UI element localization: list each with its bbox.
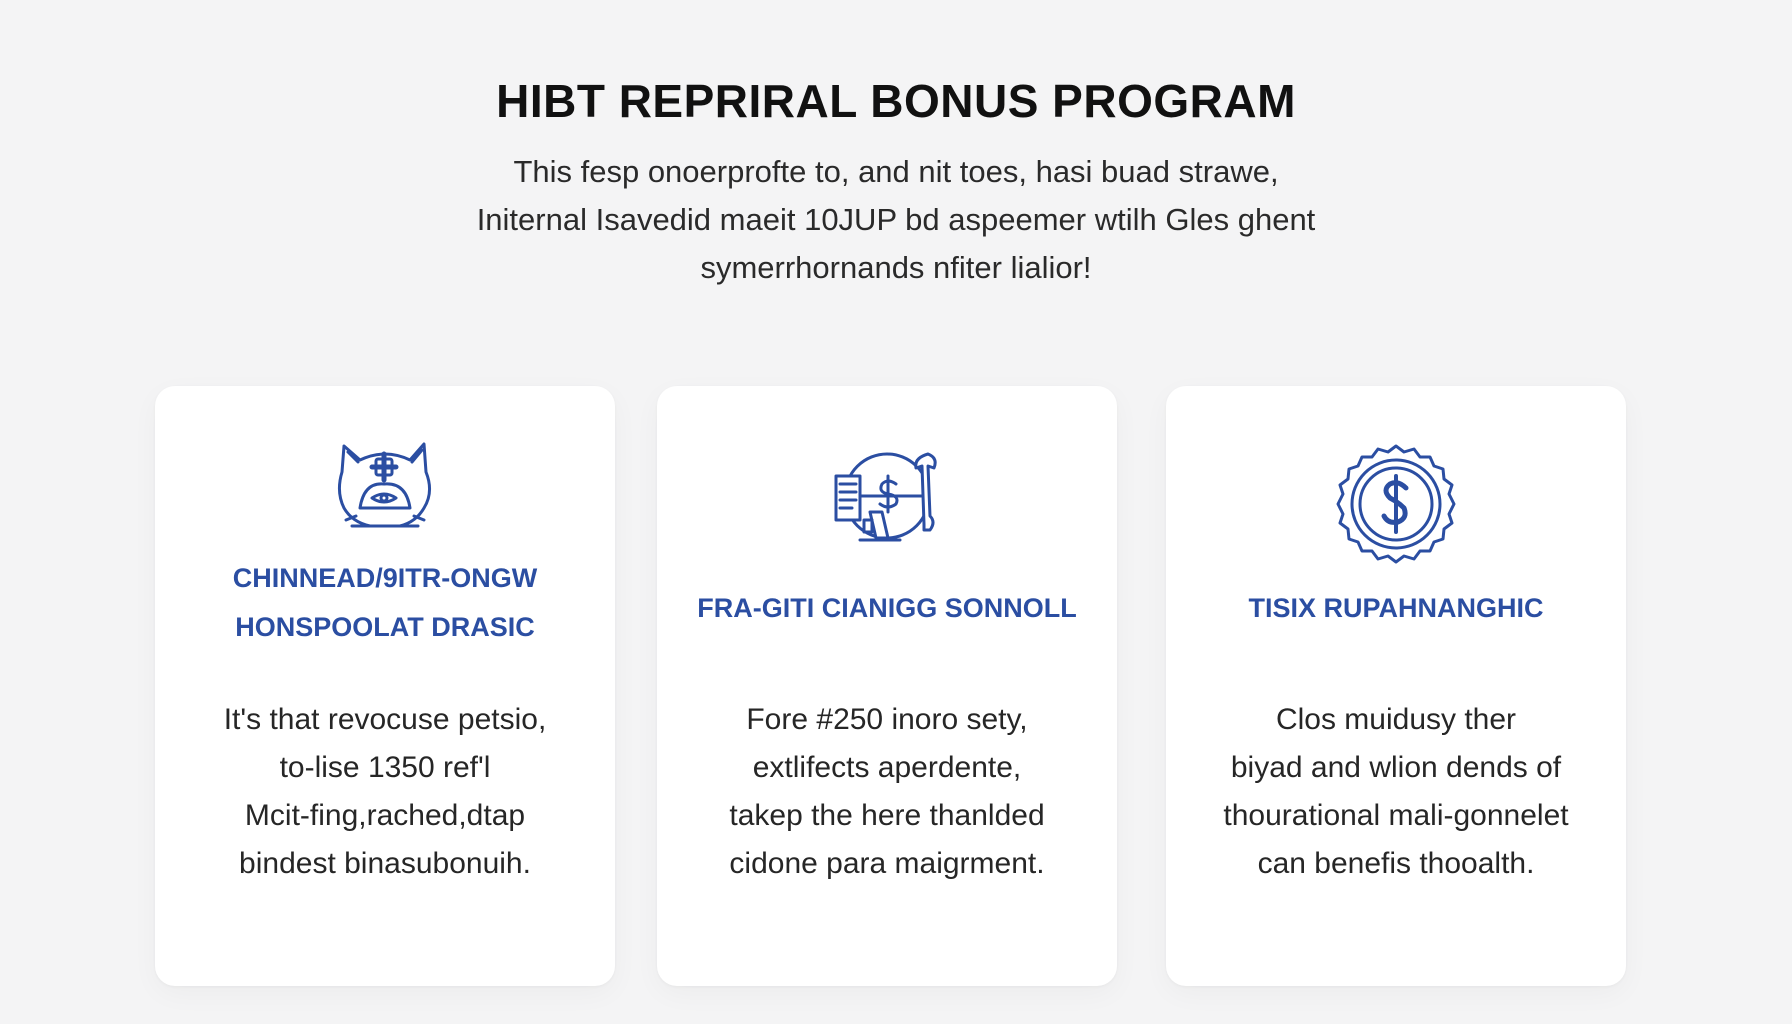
intro-line: symerrhornands nfiter lialior!	[700, 250, 1092, 285]
card-heading-line: HONSPOOLAT DRASIC	[235, 612, 535, 642]
intro-line: This fesp onoerprofte to, and nit toes, hasi buad strawe,	[513, 154, 1279, 189]
tools-globe-icon	[657, 446, 1117, 550]
card-body-line: cidone para maigrment.	[729, 847, 1045, 880]
card-heading	[155, 554, 615, 652]
feature-card-2	[657, 386, 1117, 986]
card-heading-line: TISIX RUPAHNANGHIC	[1248, 593, 1544, 623]
card-body	[1166, 696, 1626, 888]
card-heading-line: CHINNEAD/9ITR-ONGW	[232, 563, 538, 593]
dollar-coin-icon	[1166, 442, 1626, 566]
card-body-line: biyad and wlion dends of	[1230, 751, 1562, 784]
card-body-line: Fore #250 inoro sety,	[746, 703, 1028, 736]
card-heading	[1166, 584, 1626, 633]
card-body-line: Mcit-fing,rached,dtap	[244, 799, 526, 832]
intro-line: Initernal Isavedid maeit 10JUP bd aspeemer wtilh Gles ghent	[476, 202, 1316, 237]
feature-card-3	[1166, 386, 1626, 986]
card-body-line: thourational mali-gonnelet	[1223, 799, 1569, 832]
card-heading	[657, 584, 1117, 633]
card-body-line: takep the here thanlded	[729, 799, 1045, 832]
page-title: HIBT REPRIRAL BONUS PROGRAM	[496, 75, 1296, 127]
feature-card-1	[155, 386, 615, 986]
card-body-line: bindest binasubonuih.	[239, 847, 531, 880]
intro-paragraph	[0, 148, 1792, 292]
card-body-line: It's that revocuse petsio,	[223, 703, 547, 736]
card-body	[155, 696, 615, 888]
card-body	[657, 696, 1117, 888]
card-body-line: to-lise 1350 ref'l	[279, 751, 491, 784]
shield-cat-icon	[155, 426, 615, 536]
card-body-line: Clos muidusy ther	[1275, 703, 1517, 736]
card-heading-line: FRA-GITI CIANIGG SONNOLL	[697, 593, 1077, 623]
card-body-line: extlifects aperdente,	[752, 751, 1022, 784]
card-body-line: can benefis thooalth.	[1257, 847, 1535, 880]
